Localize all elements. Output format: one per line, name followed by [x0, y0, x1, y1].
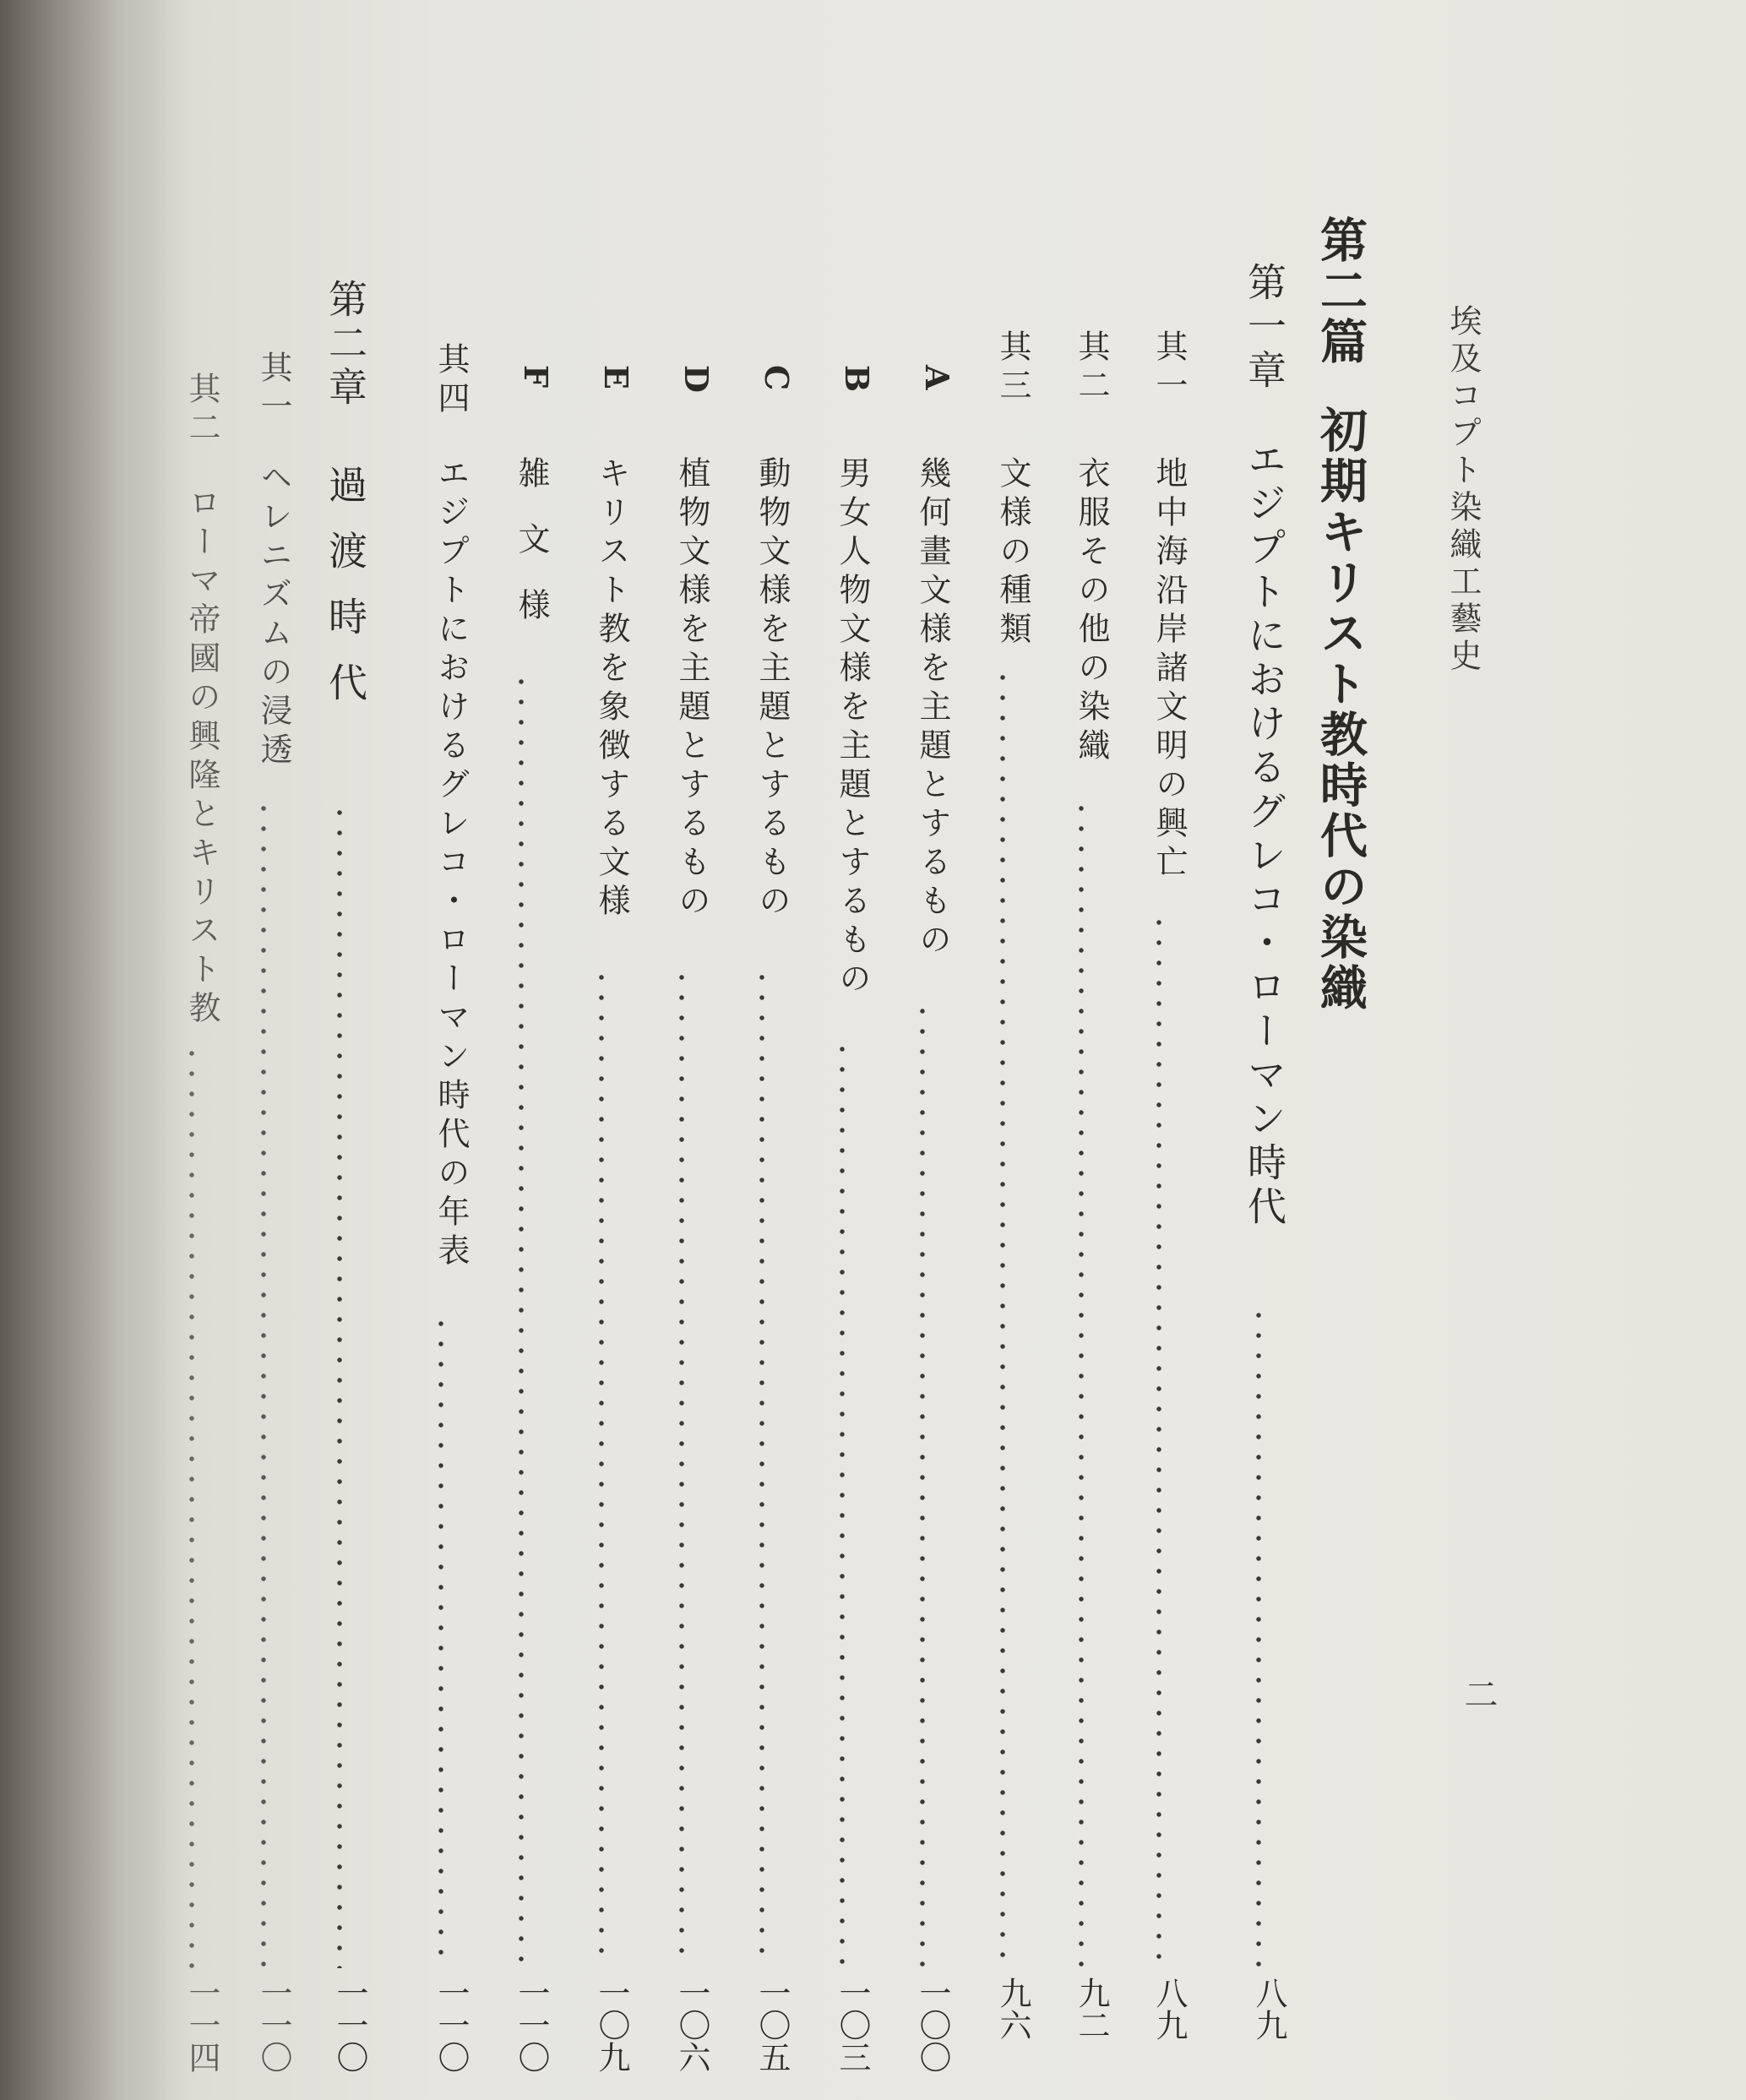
toc-entry-subsection [815, 0, 876, 2100]
entry-title: キリスト教を象徴する文様 [593, 456, 630, 922]
dot-leader [759, 967, 765, 1968]
entry-page: 一〇九 [593, 1977, 630, 2073]
toc-entry-section [976, 0, 1036, 2100]
entry-label: 其二 [183, 372, 220, 449]
dot-leader [598, 967, 605, 1968]
entry-title: 雑文様 [513, 456, 550, 654]
entry-label: 其一 [255, 351, 292, 428]
entry-title: ヘレニズムの浸透 [255, 460, 292, 771]
entry-label: 其四 [432, 342, 470, 420]
entry-label: C [758, 365, 796, 391]
dot-leader [1156, 912, 1162, 1968]
dot-leader [678, 967, 685, 1968]
toc-entry-section [1054, 0, 1115, 2100]
entry-label: 第一章 [1242, 262, 1287, 394]
entry-label: 其三 [994, 329, 1031, 407]
dot-leader [839, 1039, 846, 1968]
entry-title: 初期キリスト教時代の染織 [1313, 405, 1368, 1014]
entry-page: 一一〇 [331, 1977, 368, 2073]
entry-page: 一〇五 [753, 1977, 791, 2073]
running-head: 埃及コプト染織工藝史 [1444, 304, 1482, 676]
entry-label: F [517, 365, 555, 388]
entry-title: 衣服その他の染織 [1073, 456, 1110, 767]
entry-page: 九六 [994, 1977, 1031, 2041]
toc-entry-subsection [574, 0, 635, 2100]
entry-label: 其一 [1150, 329, 1188, 407]
toc-entry-chapter-2 [313, 0, 373, 2100]
dot-leader [188, 1043, 195, 1968]
toc-entry-section [1132, 0, 1193, 2100]
entry-label: D [677, 365, 715, 393]
entry-page: 一〇三 [834, 1977, 871, 2073]
entry-label: 第二篇 [1313, 215, 1368, 367]
entry-label: 其二 [1073, 329, 1110, 407]
toc-entry-subsection [655, 0, 715, 2100]
entry-page: 一一四 [183, 1977, 220, 2073]
entry-label: E [597, 365, 635, 389]
entry-title: 幾何畫文様を主題とするもの [914, 456, 951, 961]
entry-page: 八九 [1250, 1977, 1287, 2041]
entry-title: 男女人物文様を主題とするもの [834, 456, 871, 1000]
entry-title: 文様の種類 [994, 456, 1031, 650]
toc-entry-subsection [494, 0, 555, 2100]
entry-page: 一一〇 [432, 1977, 470, 2073]
entry-title: 地中海沿岸諸文明の興亡 [1150, 456, 1188, 884]
dot-leader [999, 667, 1006, 1968]
dot-leader [919, 1001, 926, 1968]
entry-title: 過渡時代 [323, 465, 368, 728]
entry-page: 一一〇 [513, 1977, 550, 2073]
toc-entry-section [414, 0, 475, 2100]
toc-entry-section [165, 0, 226, 2100]
entry-label: 第二章 [323, 279, 368, 411]
toc-entry-chapter-1 [1232, 0, 1292, 2100]
dot-leader [1255, 1305, 1262, 1968]
dot-leader [438, 1314, 444, 1968]
entry-page: 一〇六 [673, 1977, 710, 2073]
entry-title: エジプトにおけるグレコ・ローマン時代の年表 [432, 456, 470, 1272]
dot-leader [336, 802, 343, 1968]
toc-entry-subsection [735, 0, 796, 2100]
entry-page: 一一〇 [255, 1977, 292, 2073]
book-gutter-shadow [0, 0, 169, 2100]
toc-entry-subsection [895, 0, 956, 2100]
entry-page: 八九 [1150, 1977, 1188, 2041]
entry-page: 一〇〇 [914, 1977, 951, 2073]
entry-title: ローマ帝國の興隆とキリスト教 [183, 486, 220, 1030]
dot-leader [518, 672, 525, 1968]
entry-title: エジプトにおけるグレコ・ローマン時代 [1242, 439, 1287, 1230]
entry-title: 植物文様を主題とするもの [673, 456, 710, 922]
toc-entry-part [1314, 0, 1374, 2100]
dot-leader [260, 798, 267, 1968]
page-number: 二 [1459, 1677, 1498, 1711]
entry-page: 九二 [1073, 1977, 1110, 2041]
entry-label: B [838, 365, 876, 393]
entry-title: 動物文様を主題とするもの [753, 456, 791, 922]
toc-entry-section [237, 0, 297, 2100]
dot-leader [1078, 798, 1085, 1968]
entry-label: A [918, 365, 956, 390]
